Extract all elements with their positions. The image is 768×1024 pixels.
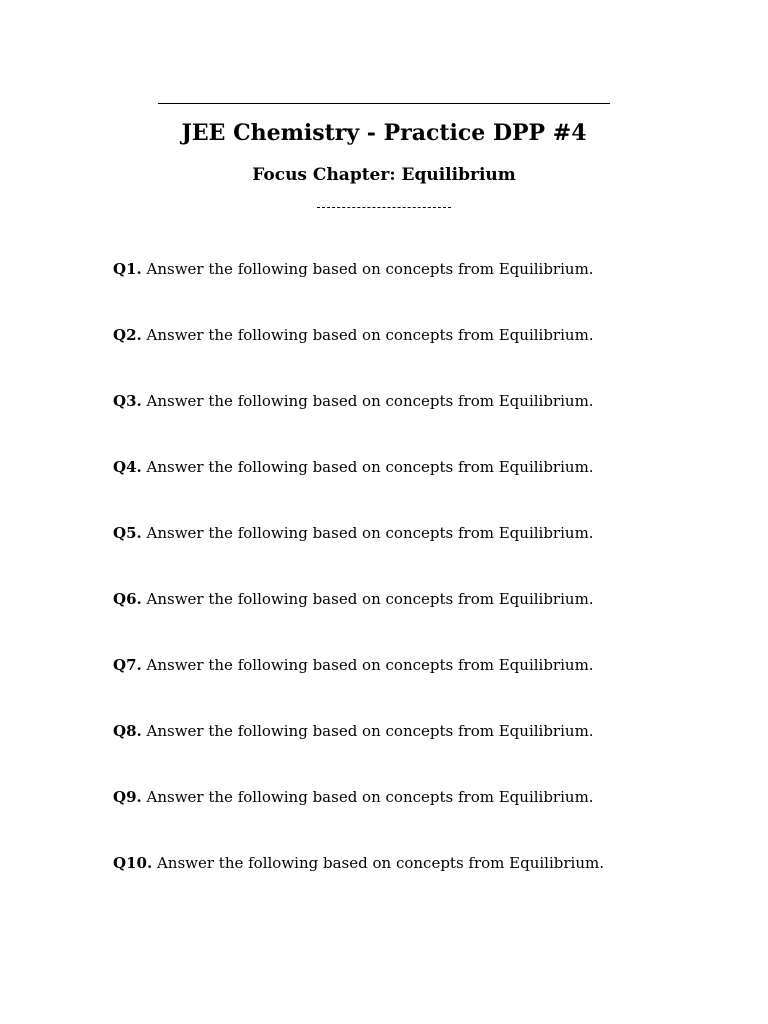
question-number: Q3.	[113, 392, 142, 410]
question-text: Answer the following based on concepts from Equilibrium.	[156, 854, 604, 872]
question-number: Q1.	[113, 260, 142, 278]
question-item	[113, 258, 604, 280]
question-text: Answer the following based on concepts from Equilibrium.	[146, 722, 594, 740]
page-title: JEE Chemistry - Practice DPP #4	[181, 120, 587, 146]
question-item	[113, 456, 604, 478]
question-item	[113, 786, 604, 808]
question-text: Answer the following based on concepts from Equilibrium.	[146, 260, 594, 278]
question-number: Q5.	[113, 524, 142, 542]
question-item	[113, 390, 604, 412]
header-rule	[158, 103, 610, 104]
question-item	[113, 324, 604, 346]
question-item	[113, 522, 604, 544]
question-text: Answer the following based on concepts from Equilibrium.	[146, 392, 594, 410]
question-text: Answer the following based on concepts from Equilibrium.	[146, 656, 594, 674]
question-number: Q8.	[113, 722, 142, 740]
question-number: Q2.	[113, 326, 142, 344]
question-item	[113, 654, 604, 676]
question-text: Answer the following based on concepts from Equilibrium.	[146, 524, 594, 542]
question-number: Q4.	[113, 458, 142, 476]
question-number: Q9.	[113, 788, 142, 806]
page-subtitle: Focus Chapter: Equilibrium	[252, 165, 516, 185]
question-list	[113, 258, 604, 918]
question-number: Q6.	[113, 590, 142, 608]
question-number: Q10.	[113, 854, 153, 872]
question-item	[113, 720, 604, 742]
subtitle-divider	[317, 207, 451, 208]
question-text: Answer the following based on concepts from Equilibrium.	[146, 788, 594, 806]
question-text: Answer the following based on concepts from Equilibrium.	[146, 458, 594, 476]
question-item	[113, 852, 604, 874]
question-text: Answer the following based on concepts from Equilibrium.	[146, 590, 594, 608]
question-item	[113, 588, 604, 610]
question-number: Q7.	[113, 656, 142, 674]
question-text: Answer the following based on concepts from Equilibrium.	[146, 326, 594, 344]
